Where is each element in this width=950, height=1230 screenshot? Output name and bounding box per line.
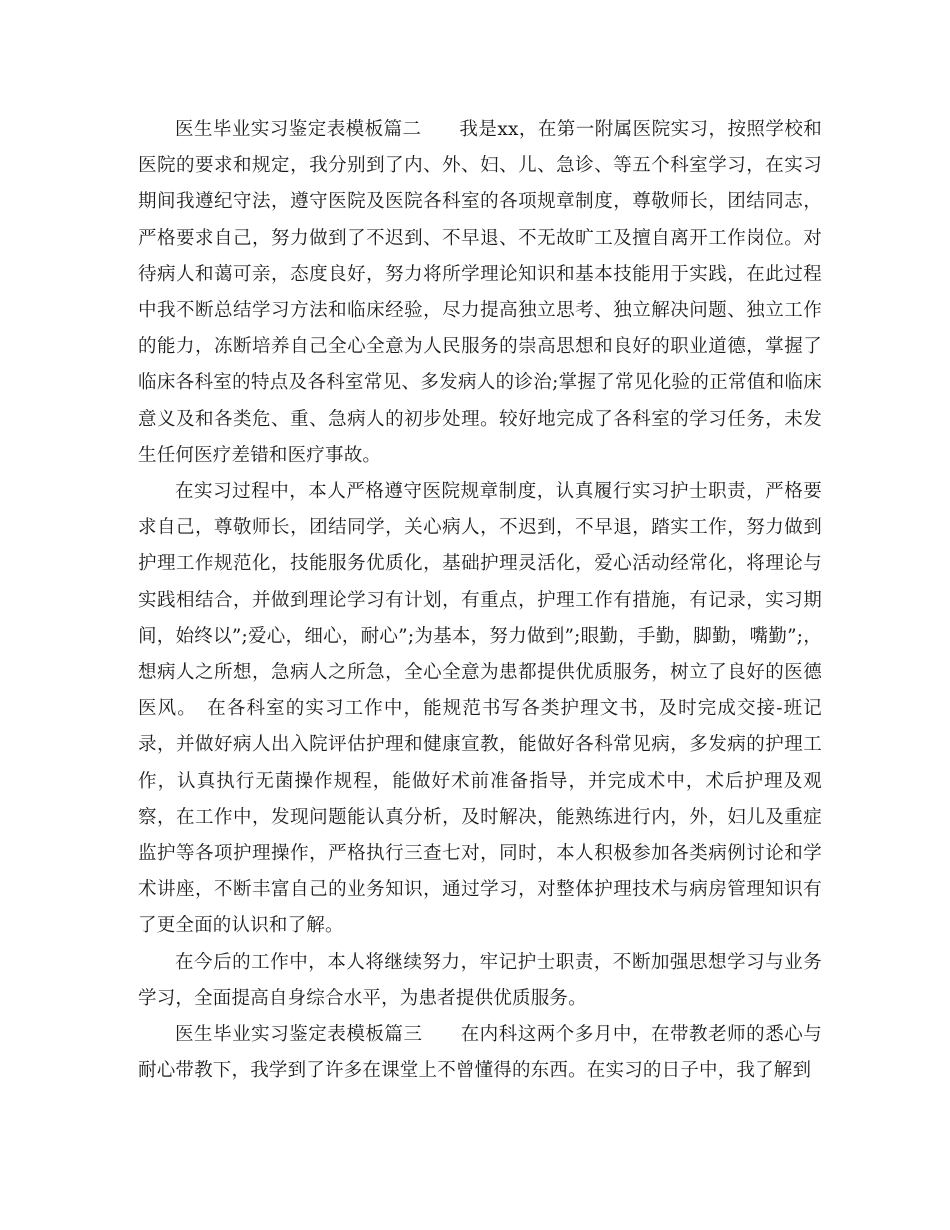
paragraph-internship-process: 在实习过程中，本人严格遵守医院规章制度，认真履行实习护士职责，严格要求自己，尊敬师长，团结同学，关心病人，不迟到，不早退，踏实工作，努力做到护理工作规范化，技能服务优质化，基础护理灵活化，爱心活动经常化，将理论与实践相结合，并做到理论学习有计划，有重点，护理工作有措施，有记录，实习期间，始终以”;爱心，细心，耐心”;为基本，努力做到”;眼勤，手勤，脚勤，嘴勤”;，想病人之所想，急病人之所急，全心全意为患都提供优质服务，树立了良好的医德医风。 在各科室的实习工作中，能规范书写各类护理文书，及时完成交接-班记录，并做好病人出入院评估护理和健康宣教，能做好各科常见病，多发病的护理工作，认真执行无菌操作规程，能做好术前准备指导，并完成术中，术后护理及观察，在工作中，发现问题能认真分析，及时解决，能熟练进行内，外，妇儿及重症监护等各项护理操作，严格执行三查七对，同时，本人积极参加各类病例讨论和学术讲座，不断丰富自己的业务知识，通过学习，对整体护理技术与病房管理知识有了更全面的认识和了解。 — [138, 481, 822, 937]
paragraph-future-work: 在今后的工作中，本人将继续努力，牢记护士职责，不断加强思想学习与业务学习，全面提高自身综合水平，为患者提供优质服务。 — [138, 951, 822, 1009]
paragraph-template-two-intro: 医生毕业实习鉴定表模板篇二 我是xx，在第一附属医院实习，按照学校和医院的要求和规定，我分别到了内、外、妇、儿、急诊、等五个科室学习，在实习期间我遵纪守法，遵守医院及医院各科室的各项规章制度，尊敬师长，团结同志，严格要求自己，努力做到了不迟到、不早退、不无故旷工及擅自离开工作岗位。对待病人和蔼可亲，态度良好，努力将所学理论知识和基本技能用于实践，在此过程中我不断总结学习方法和临床经验，尽力提高独立思考、独立解决问题、独立工作的能力，冻断培养自己全心全意为人民服务的崇高思想和良好的职业道德，掌握了临床各科室的特点及各科室常见、多发病人的诊治;掌握了常见化验的正常值和临床意义及和各类危、重、急病人的初步处理。较好地完成了各科室的学习任务，未发生任何医疗差错和医疗事故。 — [138, 119, 822, 466]
document-body — [138, 112, 822, 1089]
paragraph-template-three-intro: 医生毕业实习鉴定表模板篇三 在内科这两个多月中，在带教老师的悉心与耐心带教下，我学到了许多在课堂上不曾懂得的东西。在实习的日子中，我了解到 — [138, 1024, 822, 1082]
